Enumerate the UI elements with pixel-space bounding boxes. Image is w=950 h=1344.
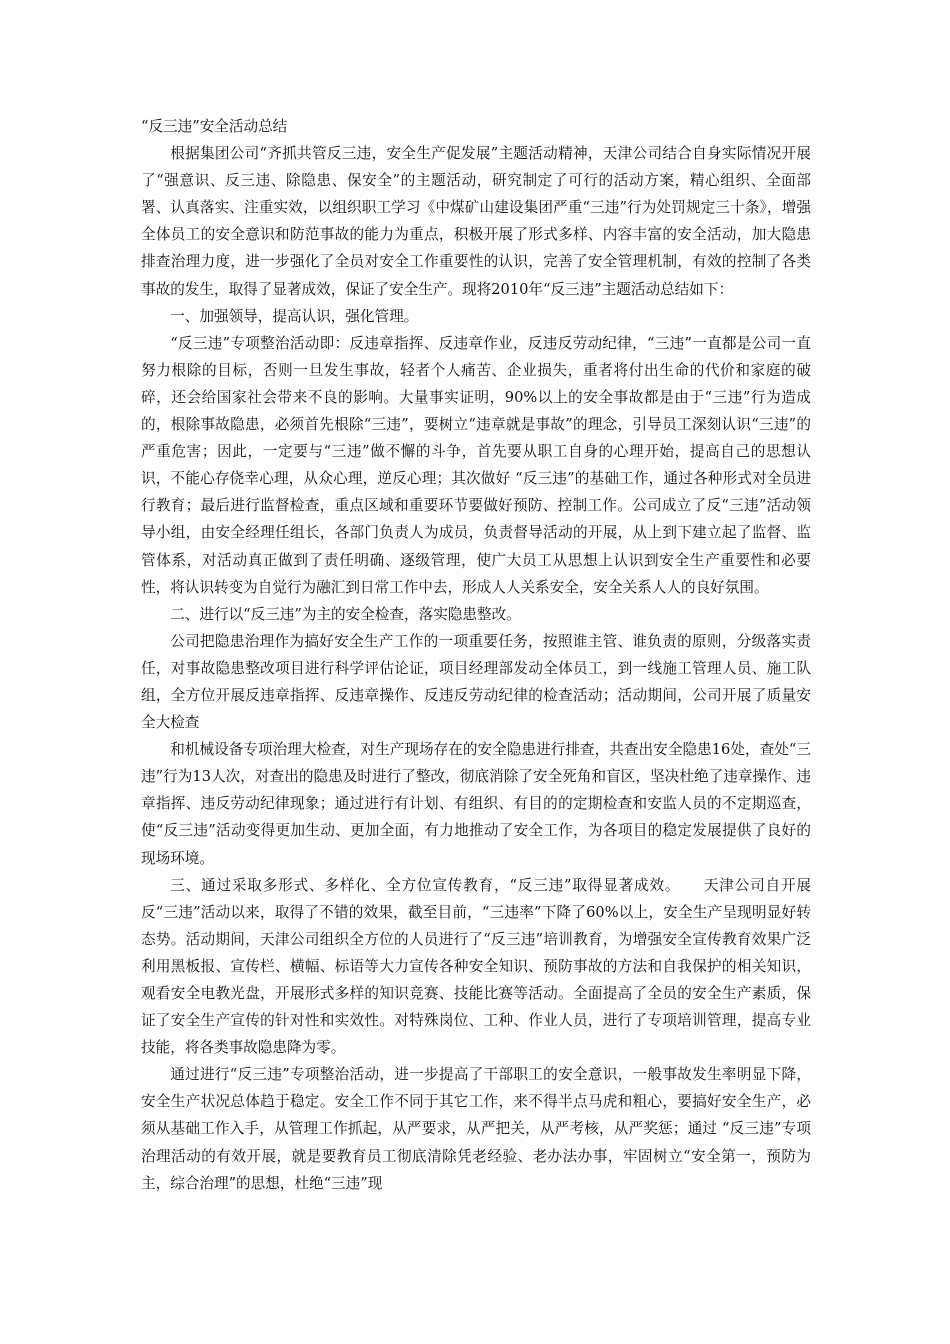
paragraph-section-2a: 公司把隐患治理作为搞好安全生产工作的一项重要任务，按照谁主管、谁负责的原则，分级落实责任，对事故隐患整改项目进行科学评估论证，项目经理部发动全体员工，到一线施工管理人员、施工队组，全方位开展反违章指挥、反违章操作、反违反劳动纪律的检查活动；活动期间，公司开展了质量安全大检查 (141, 632, 811, 732)
paragraph-section-2b: 和机械设备专项治理大检查，对生产现场存在的安全隐患进行排查，共查出安全隐患16处，查处“三违”行为13人次，对查出的隐患及时进行了整改，彻底消除了安全死角和盲区，坚决杜绝了违章操作、违章指挥、违反劳动纪律现象；通过进行有计划、有组织、有目的的定期检查和安监人员的不定期巡查，使“反三违”活动变得更加生动、更加全面，有力地推动了安全工作，为各项目的稳定发展提供了良好的现场环境。 (141, 741, 811, 867)
paragraph-section-1: “反三违”专项整治活动即：反违章指挥、反违章作业，反违反劳动纪律，“三违”一直都是公司一直努力根除的目标，否则一旦发生事故，轻者个人痛苦、企业损失，重者将付出生命的代价和家庭的破碎，还会给国家社会带来不良的影响。大量事实证明，90%以上的安全事故都是由于“三违”行为造成的，根除事故隐患，必须首先根除“三违”，要树立“违章就是事故”的理念，引导员工深刻认识“三违”的严重危害；因此，一定要与“三违”做不懈的斗争，首先要从职工自身的心理开始，提高自己的思想认识，不能心存侥幸心理，从众心理，逆反心理；其次做好 “反三违”的基础工作，通过各种形式对全员进行教育；最后进行监督检查，重点区域和重要环节要做好预防、控制工作。公司成立了反“三违”活动领导小组，由安全经理任组长，各部门负责人为成员，负责督导活动的开展，从上到下建立起了监督、监管体系，对活动真正做到了责任明确、逐级管理，使广大员工从思想上认识到安全生产重要性和必要性，将认识转变为自觉行为融汇到日常工作中去，形成人人关系安全，安全关系人人的良好氛围。 (141, 334, 811, 596)
document-title: “反三违”安全活动总结 (141, 118, 288, 135)
paragraph-intro: 根据集团公司“齐抓共管反三违，安全生产促发展”主题活动精神，天津公司结合自身实际情况开展了“强意识、反三违、除隐患、保安全”的主题活动，研究制定了可行的活动方案，精心组织、全面部署、认真落实、注重实效，以组织职工学习《中煤矿山建设集团严重“三违”行为处罚规定三十条》，增强全体员工的安全意识和防范事故的能力为重点，积极开展了形式多样、内容丰富的安全活动，加大隐患排查治理力度，进一步强化了全员对安全工作重要性的认识，完善了安全管理机制，有效的控制了各类事故的发生，取得了显著成效，保证了安全生产。现将2010年“反三违”主题活动总结如下： (141, 145, 811, 298)
paragraph-conclusion: 通过进行“反三违”专项整治活动，进一步提高了干部职工的安全意识，一般事故发生率明显下降，安全生产状况总体趋于稳定。安全工作不同于其它工作，来不得半点马虎和粗心，要搞好安全生产，必须从基础工作入手，从管理工作抓起，从严要求，从严把关，从严考核，从严奖惩；通过 “反三违”专项治理活动的有效开展，就是要教育员工彻底清除凭老经验、老办法办事，牢固树立“安全第一，预防为主，综合治理”的思想，杜绝“三违”现 (141, 1066, 811, 1192)
document-body (141, 113, 811, 1197)
paragraph-section-3: 三、通过采取多形式、多样化、全方位宣传教育，“反三违”取得显著成效。 天津公司自开展反“三违”活动以来，取得了不错的效果，截至目前，“三违率”下降了60%以上，安全生产呈现明显好转态势。活动期间，天津公司组织全方位的人员进行了“反三违”培训教育，为增强安全宣传教育效果广泛利用黑板报、宣传栏、横幅、标语等大力宣传各种安全知识、预防事故的方法和自我保护的相关知识，观看安全电教光盘，开展形式多样的知识竞赛、技能比赛等活动。全面提高了全员的安全生产素质，保证了安全生产宣传的针对性和实效性。对特殊岗位、工种、作业人员，进行了专项培训管理，提高专业技能，将各类事故隐患降为零。 (141, 876, 811, 1057)
section-heading-2: 二、进行以“反三违”为主的安全检查，落实隐患整改。 (170, 605, 521, 623)
section-heading-1: 一、加强领导，提高认识，强化管理。 (170, 307, 419, 325)
